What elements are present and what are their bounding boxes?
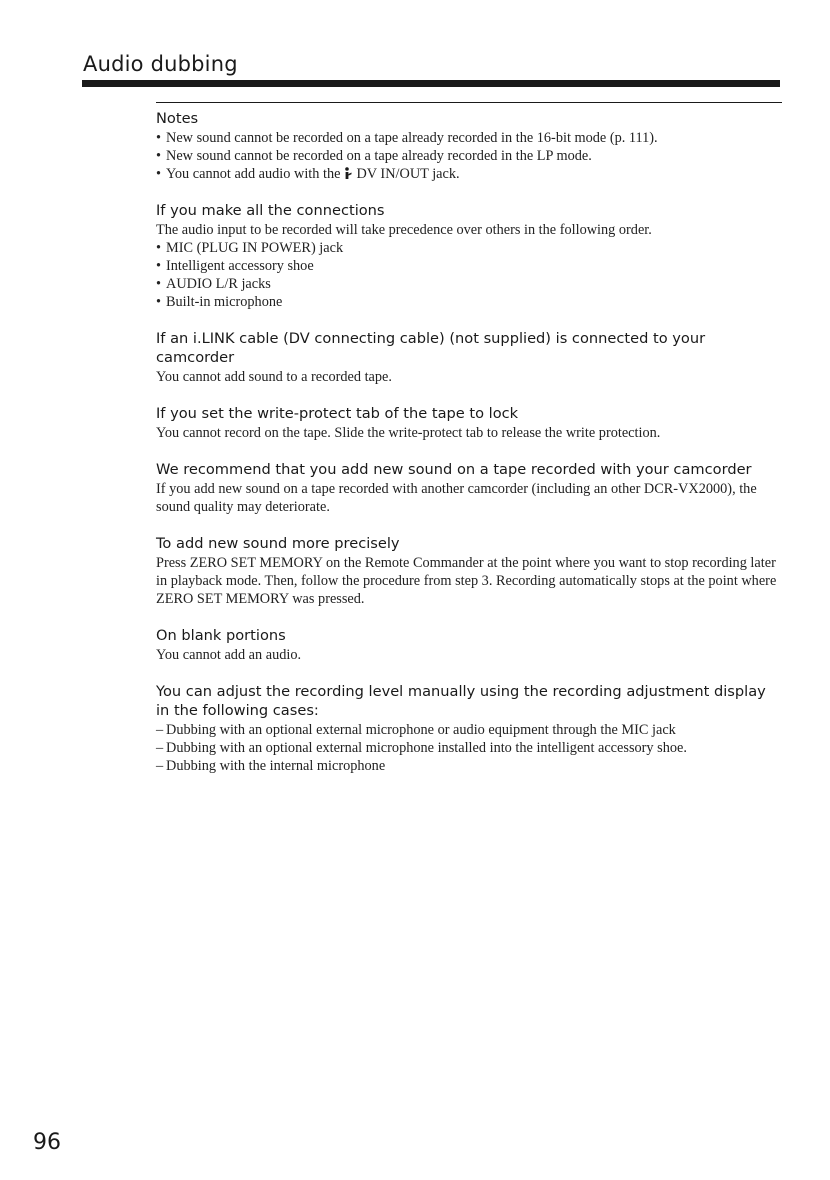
recommend-text: If you add new sound on a tape recorded with another camcorder (including an other DCR-VX2000), the sound quality may deteriorate. — [156, 481, 757, 515]
notes-section — [156, 109, 782, 183]
page-number: 96 — [33, 1130, 61, 1155]
notes-item: • New sound cannot be recorded on a tape already recorded in the LP mode. — [156, 147, 782, 165]
connections-item: • Built-in microphone — [156, 293, 782, 311]
connections-item: • AUDIO L/R jacks — [156, 275, 782, 293]
write-protect-section — [156, 404, 782, 442]
precise-text: Press ZERO SET MEMORY on the Remote Commander at the point where you want to stop recording later in playback mode. Then, follow the procedure from step 3. Recording automatically stops at the point where ZERO SET MEMORY was pressed. — [156, 555, 777, 607]
recommend-section — [156, 460, 782, 516]
page-title: Audio dubbing — [83, 52, 238, 76]
write-protect-text: You cannot record on the tape. Slide the write-protect tab to release the write protection. — [156, 425, 661, 441]
ilink-text: You cannot add sound to a recorded tape. — [156, 369, 392, 385]
manual-level-section — [156, 682, 782, 775]
recommend-heading: We recommend that you add new sound on a tape recorded with your camcorder — [156, 461, 752, 478]
blank-text: You cannot add an audio. — [156, 647, 302, 663]
title-rule — [82, 80, 780, 87]
blank-section — [156, 626, 782, 664]
connections-item: • MIC (PLUG IN POWER) jack — [156, 239, 782, 257]
precise-section — [156, 534, 782, 608]
manual-level-item: – Dubbing with an optional external microphone installed into the intelligent accessory shoe. — [156, 739, 782, 757]
write-protect-heading: If you set the write-protect tab of the tape to lock — [156, 405, 519, 422]
connections-text: The audio input to be recorded will take precedence over others in the following order. — [156, 222, 652, 238]
notes-item-text: You cannot add audio with the — [166, 166, 341, 182]
manual-level-heading: You can adjust the recording level manually using the recording adjustment display in the following cases: — [156, 683, 766, 719]
manual-level-item: – Dubbing with an optional external microphone or audio equipment through the MIC jack — [156, 721, 782, 739]
notes-heading: Notes — [156, 110, 199, 127]
precise-heading: To add new sound more precisely — [156, 535, 400, 552]
notes-item: • New sound cannot be recorded on a tape already recorded in the 16-bit mode (p. 111). — [156, 129, 782, 147]
connections-item: • Intelligent accessory shoe — [156, 257, 782, 275]
notes-item-text: DV IN/OUT jack. — [356, 166, 460, 182]
i-link-icon — [343, 167, 352, 180]
ilink-heading: If an i.LINK cable (DV connecting cable) (not supplied) is connected to your camcorder — [156, 330, 706, 366]
notes-item — [156, 165, 782, 183]
manual-level-item: – Dubbing with the internal microphone — [156, 757, 782, 775]
blank-heading: On blank portions — [156, 627, 286, 644]
ilink-section — [156, 329, 782, 386]
content-column — [156, 102, 782, 793]
connections-heading: If you make all the connections — [156, 202, 385, 219]
connections-section — [156, 201, 782, 311]
